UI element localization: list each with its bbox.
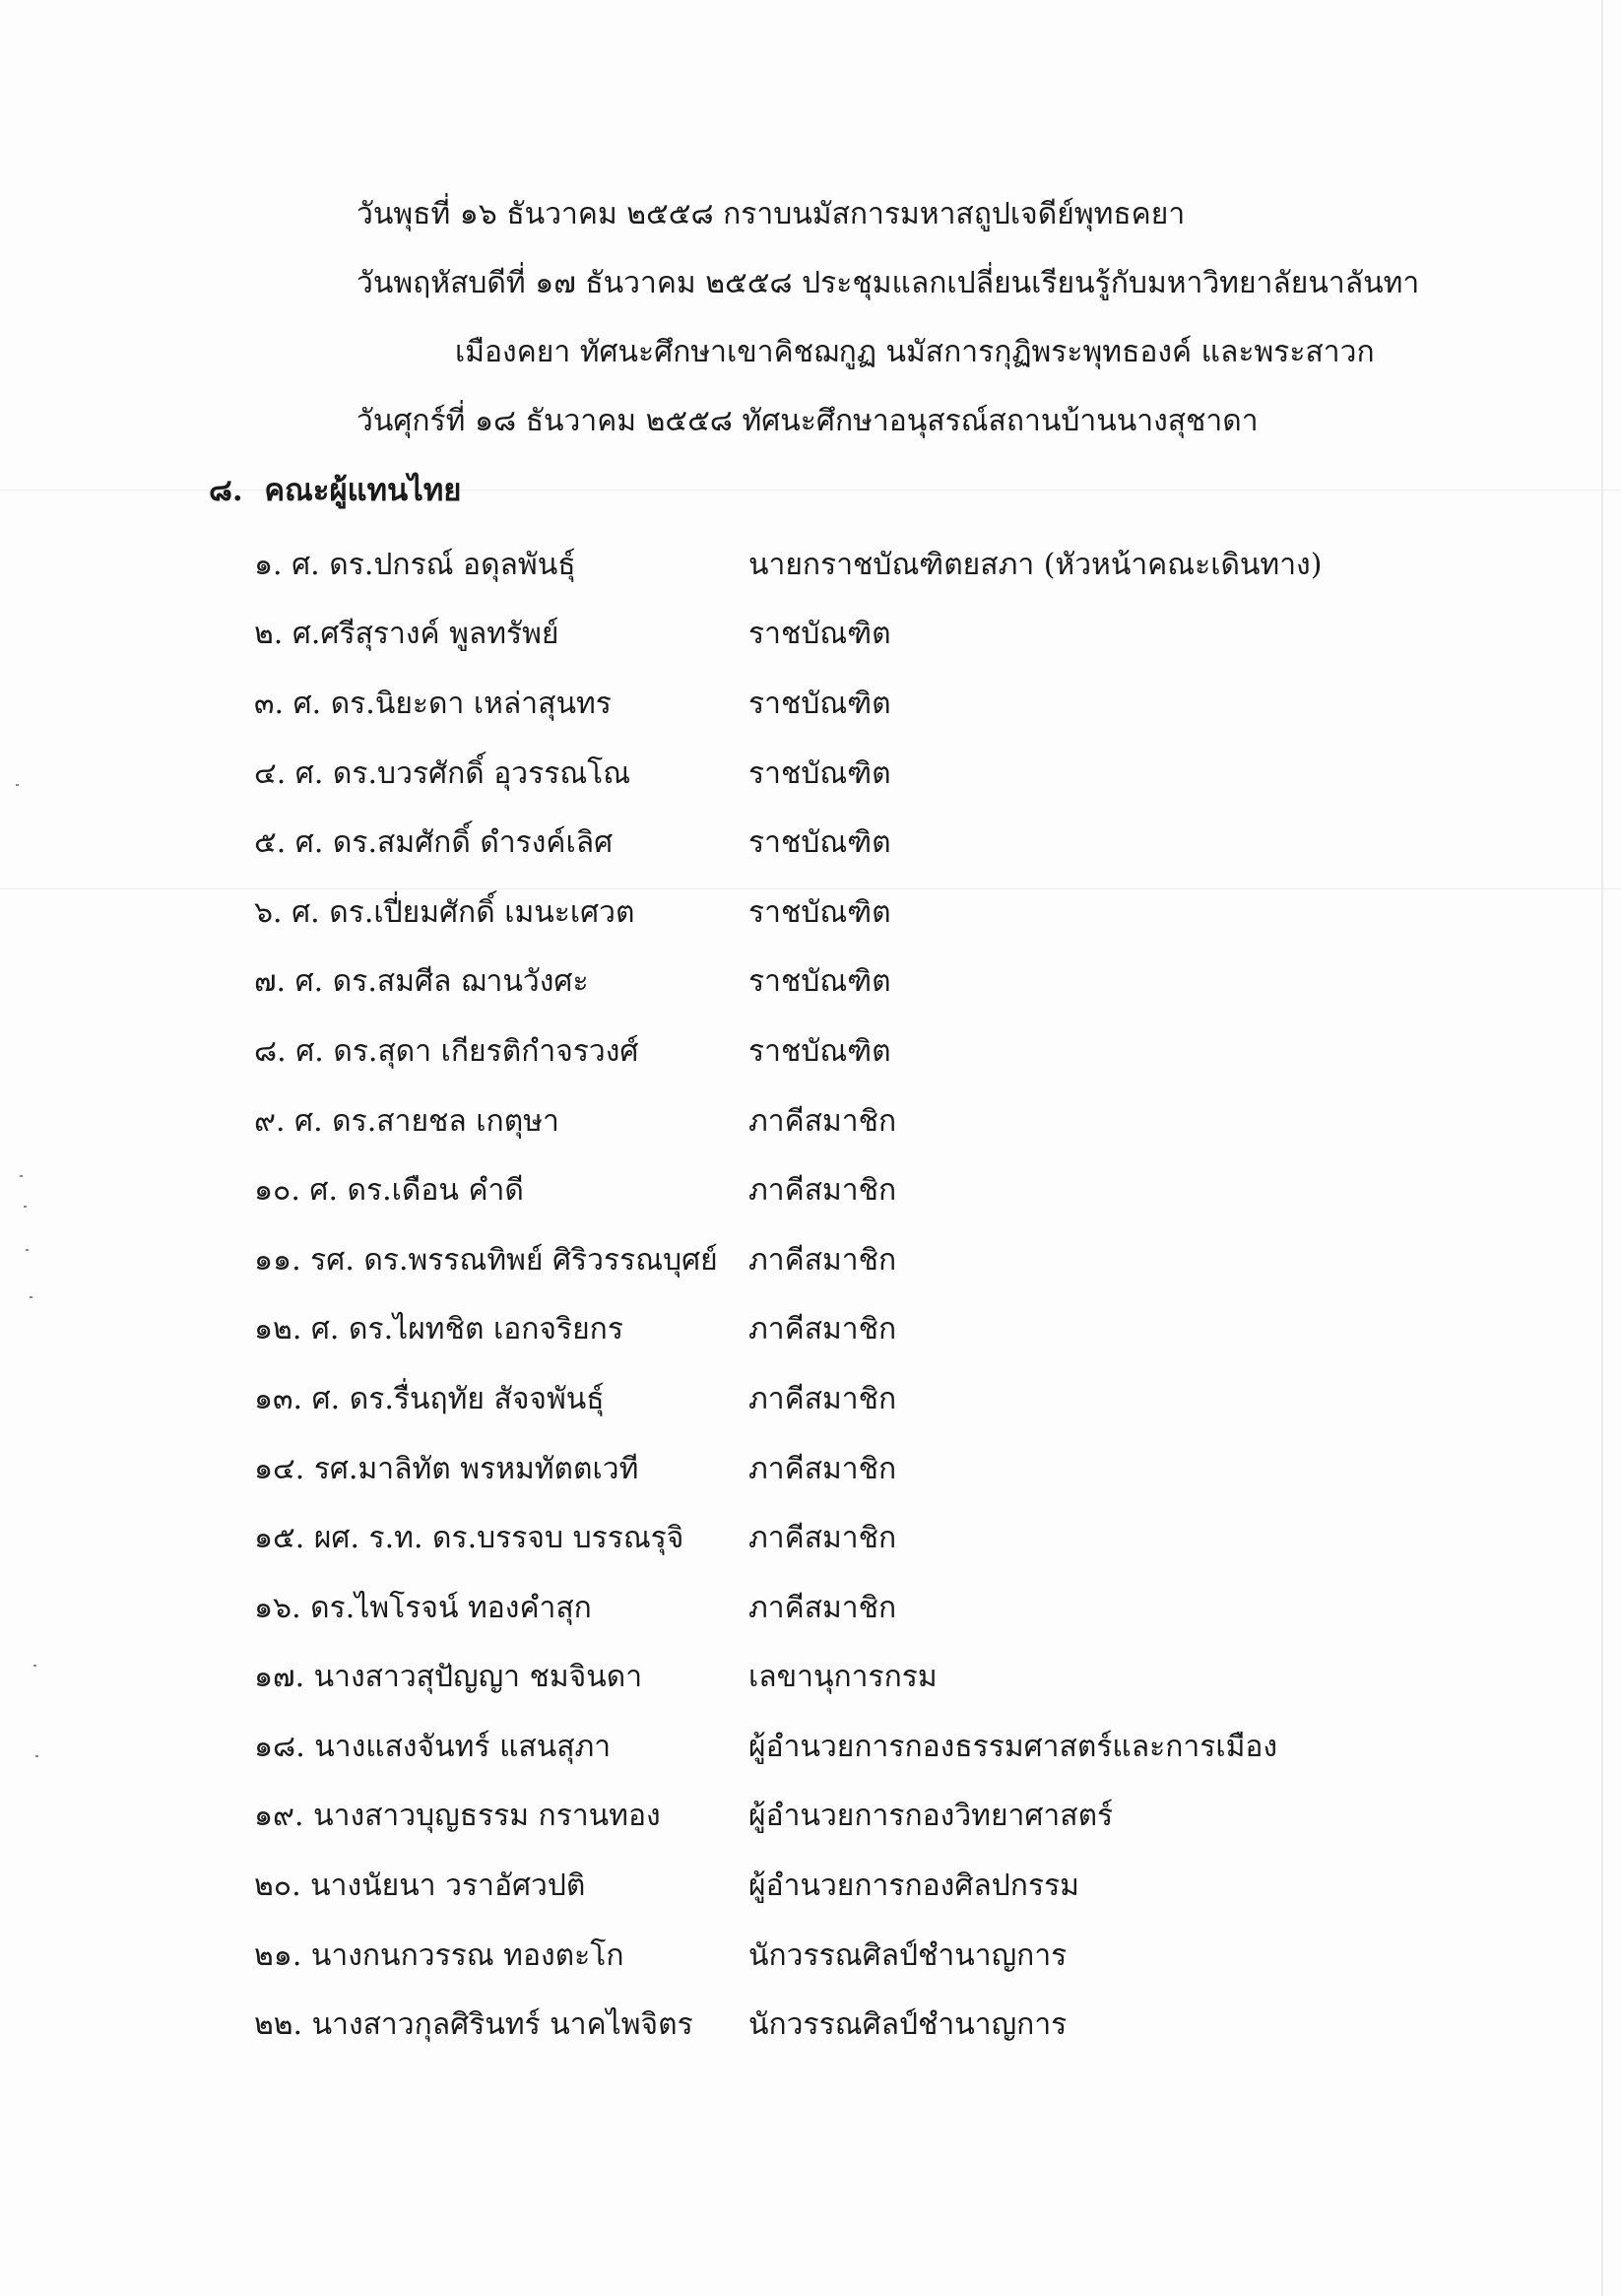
member-row bbox=[254, 1155, 1485, 1225]
member-row bbox=[254, 808, 1485, 878]
member-name: ๑๑. รศ. ดร.พรรณทิพย์ ศิริวรรณบุศย์ bbox=[254, 1242, 718, 1278]
member-row bbox=[254, 1851, 1485, 1921]
schedule-line: วันพฤหัสบดีที่ ๑๗ ธันวาคม ๒๕๕๘ ประชุมแลกเปลี่ยนเรียนรู้กับมหาวิทยาลัยนาลันทา bbox=[357, 266, 1420, 300]
member-role: ภาคีสมาชิก bbox=[748, 1381, 897, 1416]
member-role: ราชบัณฑิต bbox=[748, 686, 891, 721]
scan-speck bbox=[33, 1665, 36, 1667]
member-row bbox=[254, 1921, 1485, 1991]
member-role: ภาคีสมาชิก bbox=[748, 1451, 897, 1486]
member-name: ๑๖. ดร.ไพโรจน์ ทองคำสุก bbox=[254, 1590, 592, 1625]
member-row bbox=[254, 1017, 1485, 1086]
member-role: ภาคีสมาชิก bbox=[748, 1173, 897, 1209]
member-role: ราชบัณฑิต bbox=[748, 1033, 891, 1069]
member-name: ๒๑. นางกนกวรรณ ทองตะโก bbox=[254, 1937, 624, 1973]
member-row bbox=[254, 1503, 1485, 1573]
member-row bbox=[254, 878, 1485, 948]
member-role: ภาคีสมาชิก bbox=[748, 1590, 897, 1625]
member-role: ภาคีสมาชิก bbox=[748, 1242, 897, 1278]
member-name: ๕. ศ. ดร.สมศักดิ์ ดำรงค์เลิศ bbox=[254, 825, 614, 861]
member-row bbox=[254, 1573, 1485, 1643]
member-name: ๘. ศ. ดร.สุดา เกียรติกำจรวงศ์ bbox=[254, 1033, 639, 1069]
member-role: นายกราชบัณฑิตยสภา (หัวหน้าคณะเดินทาง) bbox=[748, 547, 1323, 582]
member-row bbox=[254, 1990, 1485, 2060]
member-name: ๑๓. ศ. ดร.รื่นฤทัย สัจจพันธุ์ bbox=[254, 1381, 605, 1416]
member-row bbox=[254, 1712, 1485, 1782]
scan-speck bbox=[26, 1249, 29, 1251]
member-role: ผู้อำนวยการกองธรรมศาสตร์และการเมือง bbox=[748, 1729, 1278, 1764]
member-name: ๑๒. ศ. ดร.ไผทชิต เอกจริยกร bbox=[254, 1312, 623, 1347]
member-name: ๑๙. นางสาวบุญธรรม กรานทอง bbox=[254, 1799, 661, 1834]
member-row bbox=[254, 1225, 1485, 1295]
schedule-line: วันศุกร์ที่ ๑๘ ธันวาคม ๒๕๕๘ ทัศนะศึกษาอนุสรณ์สถานบ้านนางสุชาดา bbox=[357, 404, 1259, 438]
member-role: ผู้อำนวยการกองศิลปกรรม bbox=[748, 1869, 1079, 1904]
member-role: เลขานุการกรม bbox=[748, 1660, 938, 1695]
member-row bbox=[254, 1364, 1485, 1434]
member-name: ๑๐. ศ. ดร.เดือน คำดี bbox=[254, 1173, 524, 1209]
member-role: ภาคีสมาชิก bbox=[748, 1103, 897, 1139]
member-name: ๔. ศ. ดร.บวรศักดิ์ อุวรรณโณ bbox=[254, 755, 631, 791]
member-role: ราชบัณฑิต bbox=[748, 825, 891, 861]
member-name: ๒๒. นางสาวกุลศิรินทร์ นาคไพจิตร bbox=[254, 2007, 693, 2043]
member-row bbox=[254, 1086, 1485, 1156]
member-role: ภาคีสมาชิก bbox=[748, 1312, 897, 1347]
member-name: ๑๗. นางสาวสุปัญญา ชมจินดา bbox=[254, 1660, 643, 1695]
member-name: ๑๘. นางแสงจันทร์ แสนสุภา bbox=[254, 1729, 612, 1764]
member-name: ๗. ศ. ดร.สมศีล ฌานวังศะ bbox=[254, 964, 589, 1000]
member-row bbox=[254, 1295, 1485, 1365]
member-role: นักวรรณศิลป์ชำนาญการ bbox=[748, 1937, 1068, 1973]
member-name: ๒. ศ.ศรีสุรางค์ พูลทรัพย์ bbox=[254, 617, 559, 652]
member-role: ภาคีสมาชิก bbox=[748, 1521, 897, 1556]
section-title: คณะผู้แทนไทย bbox=[264, 473, 462, 508]
section-heading bbox=[209, 463, 461, 518]
member-row bbox=[254, 669, 1485, 739]
scan-speck bbox=[30, 1296, 32, 1298]
member-row bbox=[254, 530, 1485, 600]
member-name: ๓. ศ. ดร.นิยะดา เหล่าสุนทร bbox=[254, 686, 612, 721]
scan-speck bbox=[16, 784, 19, 786]
member-row bbox=[254, 739, 1485, 809]
member-row bbox=[254, 948, 1485, 1017]
section-number: ๘. bbox=[209, 473, 243, 508]
member-name: ๑๕. ผศ. ร.ท. ดร.บรรจบ บรรณรุจิ bbox=[254, 1521, 684, 1556]
member-name: ๑. ศ. ดร.ปกรณ์ อดุลพันธุ์ bbox=[254, 547, 576, 582]
member-row bbox=[254, 1434, 1485, 1504]
member-row bbox=[254, 1643, 1485, 1713]
member-role: ราชบัณฑิต bbox=[748, 617, 891, 652]
schedule-line: เมืองคยา ทัศนะศึกษาเขาคิชฌกูฏ นมัสการกุฏิพระพุทธองค์ และพระสาวก bbox=[455, 335, 1375, 369]
scan-speck bbox=[24, 1206, 27, 1208]
member-name: ๖. ศ. ดร.เปี่ยมศักดิ์ เมนะเศวต bbox=[254, 894, 635, 930]
member-name: ๙. ศ. ดร.สายชล เกตุษา bbox=[254, 1103, 559, 1139]
member-role: ราชบัณฑิต bbox=[748, 755, 891, 791]
member-name: ๑๔. รศ.มาลิทัต พรหมทัตตเวที bbox=[254, 1451, 639, 1486]
delegation-list bbox=[254, 530, 1485, 2060]
member-role: ราชบัณฑิต bbox=[748, 964, 891, 1000]
member-row bbox=[254, 600, 1485, 670]
member-row bbox=[254, 1782, 1485, 1852]
page-edge bbox=[1601, 0, 1603, 2296]
schedule-line: วันพุธที่ ๑๖ ธันวาคม ๒๕๕๘ กราบนมัสการมหาสถูปเจดีย์พุทธคยา bbox=[357, 197, 1186, 231]
member-role: นักวรรณศิลป์ชำนาญการ bbox=[748, 2007, 1068, 2043]
scan-speck bbox=[35, 1755, 38, 1757]
member-name: ๒๐. นางนัยนา วราอัศวปติ bbox=[254, 1869, 586, 1904]
member-role: ราชบัณฑิต bbox=[748, 894, 891, 930]
schedule-block bbox=[357, 187, 1538, 463]
member-role: ผู้อำนวยการกองวิทยาศาสตร์ bbox=[748, 1799, 1114, 1834]
scan-speck bbox=[20, 1175, 23, 1177]
